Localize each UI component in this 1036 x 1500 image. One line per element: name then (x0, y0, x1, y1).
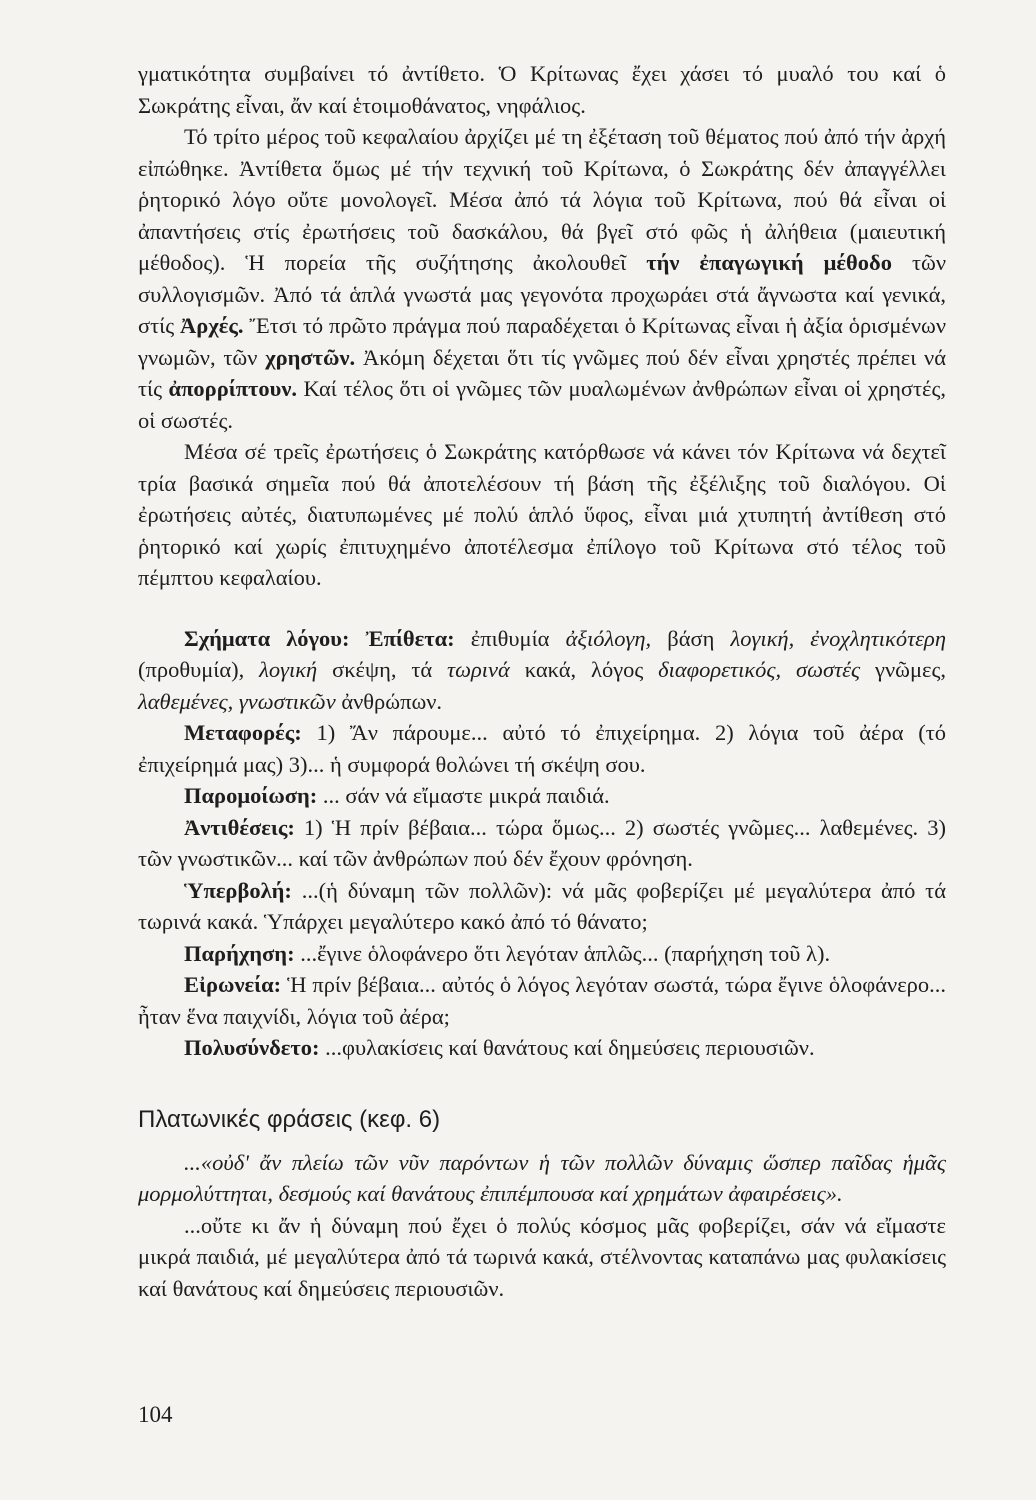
figure-metafores (138, 717, 946, 780)
epitheta-italic: λογική, (730, 625, 795, 651)
bold-term-inductive-method: τήν ἐπαγωγική μέθοδο (646, 250, 892, 275)
bold-term-reject: ἀπορρίπτουν. (168, 376, 298, 401)
epitheta-text: γνῶμες, (875, 657, 946, 682)
figure-parichisi (138, 938, 946, 970)
antitheseis-text: 1) Ἡ πρίν βέβαια... τώρα ὅμως... 2) σωστές γνῶμες... λαθεμένες. 3) τῶν γνωστικῶν... καί τῶν ἀνθρώπων πού δέν ἔχουν φρόνηση. (138, 814, 947, 871)
figure-paromoiosi (138, 780, 946, 812)
metafores-text: 1) Ἄν πάρουμε... αὐτό τό ἐπιχείρημα. 2) λόγια τοῦ ἀέρα (τό ἐπιχείρημά μας) 3)... ἡ συμφορά θολώνει τή σκέψη σου. (138, 720, 947, 777)
p2-text-d: Ἔτσι τό πρῶτο πράγμα πού παραδέχεται ὁ Κρίτωνας εἶναι ἡ ἀξία ὁρισμένων γνωμῶν, τῶν (138, 313, 947, 370)
figure-epitheta (138, 623, 946, 718)
spacer (138, 1135, 946, 1147)
epitheta-label: Ἐπίθετα: (365, 625, 455, 651)
epitheta-italic: ἀξιόλογη, (565, 625, 652, 651)
epitheta-italic: λογική (259, 657, 318, 682)
epitheta-text: (προθυμία), (138, 657, 245, 682)
p2-text-c: τῶν συλλογισμῶν. Ἀπό τά ἁπλά γνωστά μας γεγονότα προχωράει στά ἄγνωστα καί γενικά, στίς (138, 250, 947, 338)
figure-eironeia (138, 969, 946, 1032)
epitheta-italic: σωστές (796, 657, 861, 682)
epitheta-italic: τωρινά (447, 657, 510, 682)
epitheta-italic: ἐνοχλητικότερη (810, 625, 946, 651)
polysyndeto-text: ...φυλακίσεις καί θανάτους καί δημεύσεις περιουσιῶν. (325, 1035, 815, 1060)
bold-term-principles: Ἀρχές. (180, 313, 244, 338)
epitheta-text: βάση (667, 625, 715, 651)
epitheta-italic: λαθεμένες, γνωστικῶν (138, 688, 336, 714)
antitheseis-label: Ἀντιθέσεις: (184, 814, 295, 840)
figure-polysyndeto (138, 1032, 946, 1064)
figure-yperboli (138, 875, 946, 938)
parichisi-label: Παρήχηση: (184, 940, 295, 966)
epitheta-text: κακά, λόγος (524, 657, 644, 682)
yperboli-text: ...(ἡ δύναμη τῶν πολλῶν): νά μᾶς φοβερίζει μέ μεγαλύτερα ἀπό τά τωρινά κακά. Ὑπάρχει μεγαλύτερο κακό ἀπό τό θάνατο; (138, 877, 947, 934)
text-column (138, 58, 946, 1304)
spacer (138, 1064, 946, 1104)
quote-translation: ...οὔτε κι ἄν ἡ δύναμη πού ἔχει ὁ πολύς κόσμος μᾶς φοβερίζει, σάν νά εἴμαστε μικρά παιδιά, μέ μεγαλύτερα ἀπό τά τωρινά κακά, στέλνοντας καταπάνω μας φυλακίσεις καί θανάτους καί δημεύσεις περιουσιῶν. (138, 1212, 946, 1301)
section-heading: Πλατωνικές φράσεις (κεφ. 6) (138, 1105, 441, 1133)
paragraph-3: Μέσα σέ τρεῖς ἐρωτήσεις ὁ Σωκράτης κατόρθωσε νά κάνει τόν Κρίτωνα νά δεχτεῖ τρία βασικά σημεῖα πού θά ἀποτελέσουν τή βάση τῆς ἐξέλιξης τοῦ διαλόγου. Οἱ ἐρωτήσεις αὐτές, διατυπωμένες μέ πολύ ἁπλό ὕφος, εἶναι μιά χτυπητή ἀντίθεση στό ῥητορικό καί χωρίς ἐπιτυχημένο ἀποτέλεσμα ἐπίλογο τοῦ Κρίτωνα στό τέλος τοῦ πέμπτου κεφαλαίου. (138, 439, 946, 590)
p2-text-f: Καί τέλος ὅτι οἱ γνῶμες τῶν μυαλωμένων ἀνθρώπων εἶναι οἱ χρηστές, οἱ σωστές. (138, 376, 946, 433)
figures-label: Σχήματα λόγου: (184, 625, 350, 651)
p2-text-a: Τό τρίτο μέρος τοῦ κεφαλαίου ἀρχίζει μέ τη ἐξέταση τοῦ θέματος πού ἀπό τήν ἀρχή εἰπώθηκε. Ἀντίθετα ὅμως μέ τήν τεχνική τοῦ Κρίτωνα, ὁ Σωκράτης δέν ἀπαγγέλλει ῥητορικό λόγο οὔτε μονολογεῖ. Μέσα ἀπό τά λόγια τοῦ Κρίτωνα, πού θά εἶναι οἱ ἀπαντήσεις στίς ἐρωτήσεις τοῦ δασκάλου, θά βγεῖ στό φῶς ἡ ἀλήθεια (μαιευτική μέθοδος). Ἡ πορεία τῆς συζήτησης ἀκολουθεῖ (138, 124, 946, 275)
page-number: 104 (138, 1402, 173, 1427)
epitheta-text: ἐπιθυμία (470, 625, 550, 651)
spacer (138, 594, 946, 623)
metafores-label: Μεταφορές: (184, 720, 302, 745)
epitheta-text: σκέψη, τά (332, 657, 433, 682)
yperboli-label: Ὑπερβολή: (184, 877, 292, 903)
p2-text-e: Ἀκόμη δέχεται ὅτι τίς γνῶμες πού δέν εἶναι χρηστές πρέπει νά τίς (138, 344, 946, 401)
paromoiosi-text: ... σάν νά εἴμαστε μικρά παιδιά. (322, 783, 610, 808)
eironeia-text: Ἡ πρίν βέβαια... αὐτός ὁ λόγος λεγόταν σωστά, τώρα ἔγινε ὁλοφάνερο... ἦταν ἕνα παιχνίδι, λόγια τοῦ ἀέρα; (138, 972, 947, 1029)
paragraph-2 (138, 121, 946, 436)
eironeia-label: Εἰρωνεία: (184, 972, 282, 997)
greek-quote: ...«οὐδ' ἄν πλείω τῶν νῦν παρόντων ἡ τῶν πολλῶν δύναμις ὥσπερ παῖδας ἡμᾶς μορμολύττηται, δεσμούς καί θανάτους ἐπιπέμπουσα καί χρημάτων ἀφαιρέσεις». (138, 1149, 946, 1206)
epitheta-text: ἀνθρώπων. (341, 688, 443, 714)
figures-of-speech (138, 623, 946, 1064)
polysyndeto-label: Πολυσύνδετο: (184, 1035, 320, 1060)
paragraph-1: γματικότητα συμβαίνει τό ἀντίθετο. Ὁ Κρίτωνας ἔχει χάσει τό μυαλό του καί ὁ Σωκράτης εἶναι, ἄν καί ἑτοιμοθάνατος, νηφάλιος. (138, 61, 946, 118)
figure-antitheseis (138, 812, 946, 875)
bold-term-useful: χρηστῶν. (265, 344, 356, 370)
paromoiosi-label: Παρομοίωση: (184, 783, 318, 808)
parichisi-text: ...ἔγινε ὁλοφάνερο ὅτι λεγόταν ἁπλῶς... (παρήχηση τοῦ λ). (300, 940, 831, 966)
epitheta-italic: διαφορετικός, (658, 657, 782, 682)
